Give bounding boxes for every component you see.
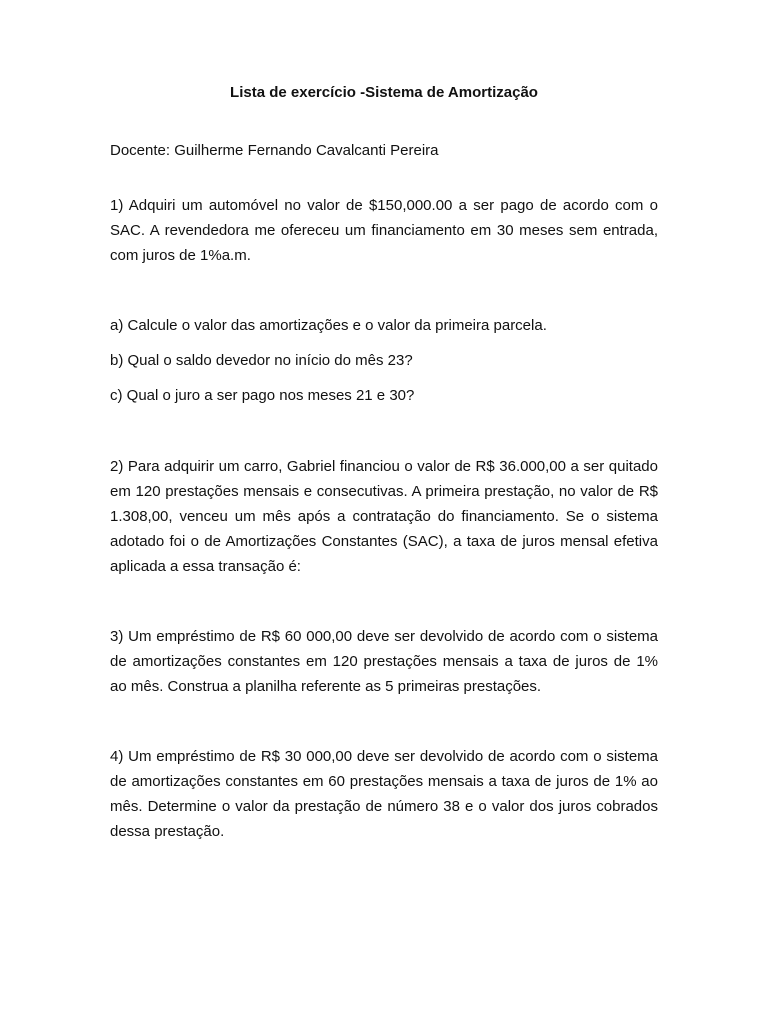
- question-1-text: 1) Adquiri um automóvel no valor de $150,000.00 a ser pago de acordo com o SAC. A revendedora me ofereceu um financiamento em 30 meses sem entrada, com juros de 1%a.m.: [110, 197, 658, 264]
- question-2-text: 2) Para adquirir um carro, Gabriel financiou o valor de R$ 36.000,00 a ser quitado em 120 prestações mensais e consecutivas. A primeira prestação, no valor de R$ 1.308,00, venceu um mês após a contratação do financiamento. Se o sistema adotado foi o de Amortizações Constantes (SAC), a taxa de juros mensal efetiva aplicada a essa transação é:: [110, 458, 658, 575]
- page-title: Lista de exercício -Sistema de Amortização: [230, 84, 538, 101]
- question-1-item-b: b) Qual o saldo devedor no início do mês 23?: [110, 352, 413, 369]
- question-1-item-c: c) Qual o juro a ser pago nos meses 21 e 30?: [110, 387, 415, 404]
- question-3-text: 3) Um empréstimo de R$ 60 000,00 deve ser devolvido de acordo com o sistema de amortizações constantes em 120 prestações mensais a taxa de juros de 1% ao mês. Construa a planilha referente as 5 primeiras prestações.: [110, 628, 658, 695]
- question-4-text: 4) Um empréstimo de R$ 30 000,00 deve ser devolvido de acordo com o sistema de amortizações constantes em 60 prestações mensais a taxa de juros de 1% ao mês. Determine o valor da prestação de número 38 e o valor dos juros cobrados dessa prestação.: [110, 748, 658, 840]
- question-1-item-a: a) Calcule o valor das amortizações e o valor da primeira parcela.: [110, 317, 547, 334]
- docente-line: Docente: Guilherme Fernando Cavalcanti Pereira: [110, 142, 439, 159]
